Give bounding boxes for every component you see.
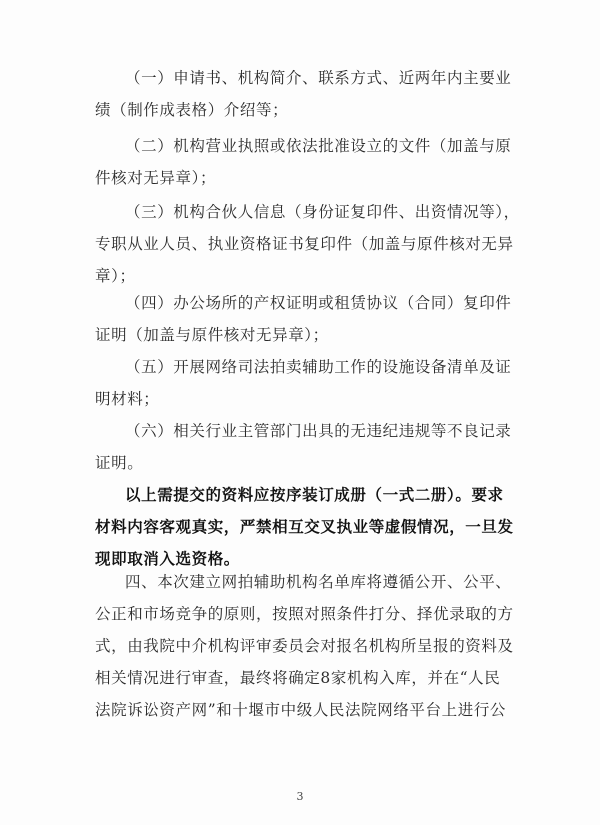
text-line: 证明。 (95, 454, 144, 472)
paragraph-item-6 (95, 415, 512, 479)
paragraph-item-2 (95, 130, 512, 194)
text-line: （一）申请书、机构简介、联系方式、近两年内主要业 (125, 69, 512, 87)
paragraph-item-3 (95, 196, 520, 292)
text-line: 式，由我院中介机构评审委员会对报名机构所呈报的资料及 (95, 637, 514, 655)
text-line: 以上需提交的资料应按序装订成册（一式二册）。要求 (125, 485, 504, 504)
text-line: 绩（制作成表格）介绍等； (95, 101, 289, 119)
text-line: 现即取消入选资格。 (95, 549, 240, 568)
text-line: 相关情况进行审查，最终将确定8家机构入库，并在“人民 (95, 669, 501, 687)
text-line: 专职从业人员、执业资格证书复印件（加盖与原件核对无异 (95, 235, 514, 253)
text-line: 证明（加盖与原件核对无异章）； (95, 326, 329, 344)
text-line: （三）机构合伙人信息（身份证复印件、出资情况等）， (125, 203, 520, 221)
text-line: 四、本次建立网拍辅助机构名单库将遵循公开、公平、 (125, 573, 512, 591)
page-number: 3 (296, 790, 304, 803)
text-line: （六）相关行业主管部门出具的无违纪违规等不良记录 (125, 422, 512, 440)
section-four-paragraph (95, 566, 514, 726)
text-line: （二）机构营业执照或依法批准设立的文件（加盖与原 (125, 137, 512, 155)
paragraph-item-1 (95, 62, 512, 126)
text-line: 明材料； (95, 390, 160, 408)
submission-requirement-paragraph (95, 479, 514, 575)
text-line: 公正和市场竞争的原则，按照对照条件打分、择优录取的方 (95, 605, 514, 623)
text-line: 材料内容客观真实，严禁相互交叉执业等虚假情况，一旦发 (95, 517, 514, 536)
text-line: 法院诉讼资产网”和十堰市中级人民法院网络平台上进行公 (95, 701, 507, 719)
paragraph-item-5 (95, 351, 512, 415)
text-line: 章）； (95, 267, 136, 285)
text-line: 件核对无异章）； (95, 169, 217, 187)
paragraph-item-4 (95, 287, 512, 351)
text-line: （五）开展网络司法拍卖辅助工作的设施设备清单及证 (125, 358, 512, 376)
text-line: （四）办公场所的产权证明或租赁协议（合同）复印件 (125, 294, 512, 312)
